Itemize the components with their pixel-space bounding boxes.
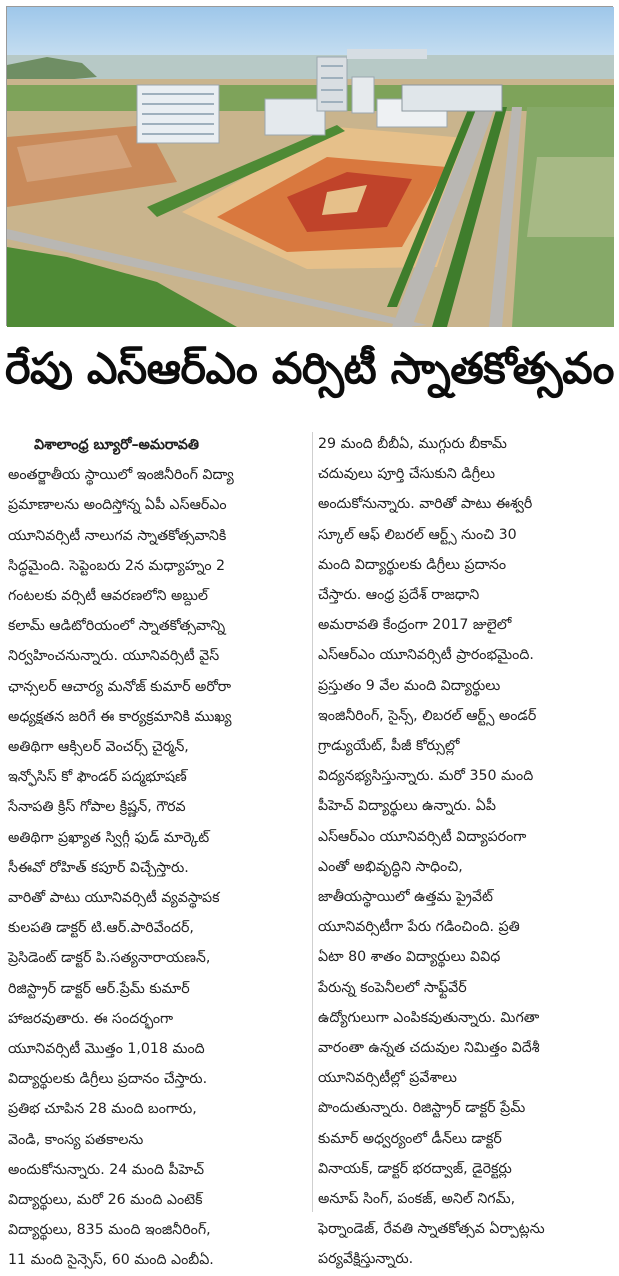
body-line: యూనివర్సిటీ మొత్తం 1,018 మంది: [8, 1041, 205, 1058]
body-line: గంటలకు వర్సిటీ ఆవరణలోని అబ్దుల్: [8, 588, 208, 605]
body-line: హాజరవుతారు. ఈ సందర్భంగా: [8, 1010, 174, 1027]
body-line: కులపతి డాక్టర్ టి.ఆర్.పారివేందర్,: [8, 920, 194, 937]
body-line: అందుకోనున్నారు. 24 మంది పీహెచ్: [8, 1161, 205, 1178]
byline: విశాలాంధ్ర బ్యూరో–అమరావతి: [34, 437, 199, 453]
body-line: ఇంజినీరింగ్, సైన్స్, లిబరల్ ఆర్ట్స్ అండర్: [318, 707, 537, 724]
column-divider: [312, 432, 313, 1212]
body-line: విద్యార్థులు, 835 మంది ఇంజినీరింగ్,: [8, 1222, 211, 1239]
body-line: సీఈవో రోహిత్ కపూర్ విచ్చేస్తారు.: [8, 859, 189, 876]
campus-photo: [6, 6, 613, 326]
body-line: వెండి, కాంస్య పతకాలను: [8, 1131, 144, 1148]
body-line: పేరున్న కంపెనీలలో సాఫ్ట్‌వేర్: [318, 979, 467, 996]
body-line: పర్యవేక్షిస్తున్నారు.: [318, 1251, 414, 1268]
body-line: రిజిస్ట్రార్ డాక్టర్ ఆర్.ప్రేమ్ కుమార్: [8, 980, 190, 997]
body-line: చేస్తారు. ఆంధ్ర ప్రదేశ్ రాజధాని: [318, 587, 480, 604]
body-line: అతిథిగా ఆక్సిలర్ వెంచర్స్ చైర్మన్,: [8, 739, 189, 756]
body-line: కలామ్ ఆడిటోరియంలో స్నాతకోత్సవాన్ని: [8, 618, 226, 635]
body-line: అందుకోనున్నారు. వారితో పాటు ఈశ్వరీ: [318, 496, 533, 513]
body-line: గ్రాడ్యుయేట్, పీజీ కోర్సుల్లో: [318, 738, 460, 755]
body-line: విద్యార్థులు, మరో 26 మంది ఎంటెక్: [8, 1192, 203, 1209]
body-line: వినాయక్, డాక్టర్ భరద్వాజ్, డైరెక్టర్లు: [318, 1160, 512, 1177]
body-line: కుమార్ అధ్వర్యంలో డీన్‌లు డాక్టర్: [318, 1130, 502, 1147]
body-line: ఛాన్సలర్ ఆచార్య మనోజ్ కుమార్ అరోరా: [8, 678, 232, 695]
campus-aerial-image: [7, 7, 614, 327]
body-line: వారంతా ఉన్నత చదువుల నిమిత్తం విదేశీ: [318, 1040, 540, 1057]
body-line: 11 మంది సైన్సెస్, 60 మంది ఎంబీఏ.: [8, 1252, 214, 1269]
body-line: యూనివర్సిటీల్లో ప్రవేశాలు: [318, 1070, 457, 1087]
body-line: ఎస్ఆర్ఎం యూనివర్సిటీ విద్యాపరంగా: [318, 828, 527, 845]
body-line: యూనివర్సిటీగా పేరు గడించింది. ప్రతి: [318, 919, 520, 936]
body-line: జాతీయస్థాయిలో ఉత్తమ ప్రైవేట్: [318, 889, 493, 906]
body-line: ప్రతిభ చూపిన 28 మంది బంగారు,: [8, 1101, 197, 1118]
body-line: ఫెర్నాండెజ్, రేవతి స్నాతకోత్సవ ఏర్పాట్లను: [318, 1221, 545, 1238]
body-line: సేనాపతి క్రిస్ గోపాల క్రిష్ణన్, గౌరవ: [8, 799, 186, 816]
body-line: అమరావతి కేంద్రంగా 2017 జులైలో: [318, 617, 512, 634]
body-line: చదువులు పూర్తి చేసుకుని డిగ్రీలు: [318, 466, 496, 483]
body-line: వారితో పాటు యూనివర్సిటీ వ్యవస్థాపక: [8, 890, 220, 907]
body-line: ఉద్యోగులుగా ఎంపికవుతున్నారు. మిగతా: [318, 1009, 540, 1026]
body-line: అంతర్జాతీయ స్థాయిలో ఇంజినీరింగ్ విద్యా: [8, 467, 234, 484]
body-line: ఏటా 80 శాతం విద్యార్థులు వివిధ: [318, 949, 501, 966]
body-line: పొందుతున్నారు. రిజిస్ట్రార్ డాక్టర్ ప్రేమ్: [318, 1100, 526, 1117]
body-line: అనూప్ సింగ్, పంకజ్, అనిల్ నిగమ్,: [318, 1191, 516, 1208]
body-line: విద్యార్థులకు డిగ్రీలు ప్రదానం చేస్తారు.: [8, 1071, 208, 1088]
body-line: ప్రెసిడెంట్ డాక్టర్ పి.సత్యనారాయణన్,: [8, 950, 211, 967]
body-line: ప్రస్తుతం 9 వేల మంది విద్యార్థులు: [318, 677, 501, 694]
headline: రేపు ఎస్‌ఆర్‌ఎం వర్సిటీ స్నాతకోత్సవం: [5, 344, 614, 394]
body-line: నిర్వహించనున్నారు. యూనివర్సిటీ వైస్: [8, 648, 220, 665]
body-line: మంది విద్యార్థులకు డిగ్రీలు ప్రదానం: [318, 556, 507, 573]
body-line: ప్రమాణాలను అందిస్తోన్న ఏపీ ఎస్ఆర్ఎం: [8, 497, 227, 514]
body-line: యూనివర్సిటీ నాలుగవ స్నాతకోత్సవానికి: [8, 527, 227, 544]
body-line: ఎంతో అభివృద్ధిని సాధించి,: [318, 858, 463, 875]
body-line: స్కూల్ ఆఫ్ లిబరల్ ఆర్ట్స్ నుంచి 30: [318, 526, 517, 543]
body-line: అతిథిగా ప్రఖ్యాత స్విగ్గీ ఫుడ్ మార్కెట్: [8, 829, 210, 846]
body-line: 29 మంది బీబీఏ, ముగ్గురు బీకామ్: [318, 436, 507, 452]
body-line: ఎస్ఆర్ఎం యూనివర్సిటీ ప్రారంభమైంది.: [318, 647, 534, 664]
body-line: సిద్ధమైంది. సెప్టెంబరు 2న మధ్యాహ్నం 2: [8, 557, 226, 574]
body-line: అధ్యక్షతన జరిగే ఈ కార్యక్రమానికి ముఖ్య: [8, 708, 232, 725]
body-line: ఇన్ఫోసిస్ కో ఫౌండర్ పద్మభూషణ్: [8, 769, 187, 786]
article-body-left-column: [8, 430, 310, 1269]
body-line: విద్యనభ్యసిస్తున్నారు. మరో 350 మంది: [318, 768, 534, 785]
article-body-right-column: [318, 429, 614, 1268]
body-line: పీహెచ్ విద్యార్థులు ఉన్నారు. ఏపీ: [318, 798, 496, 815]
